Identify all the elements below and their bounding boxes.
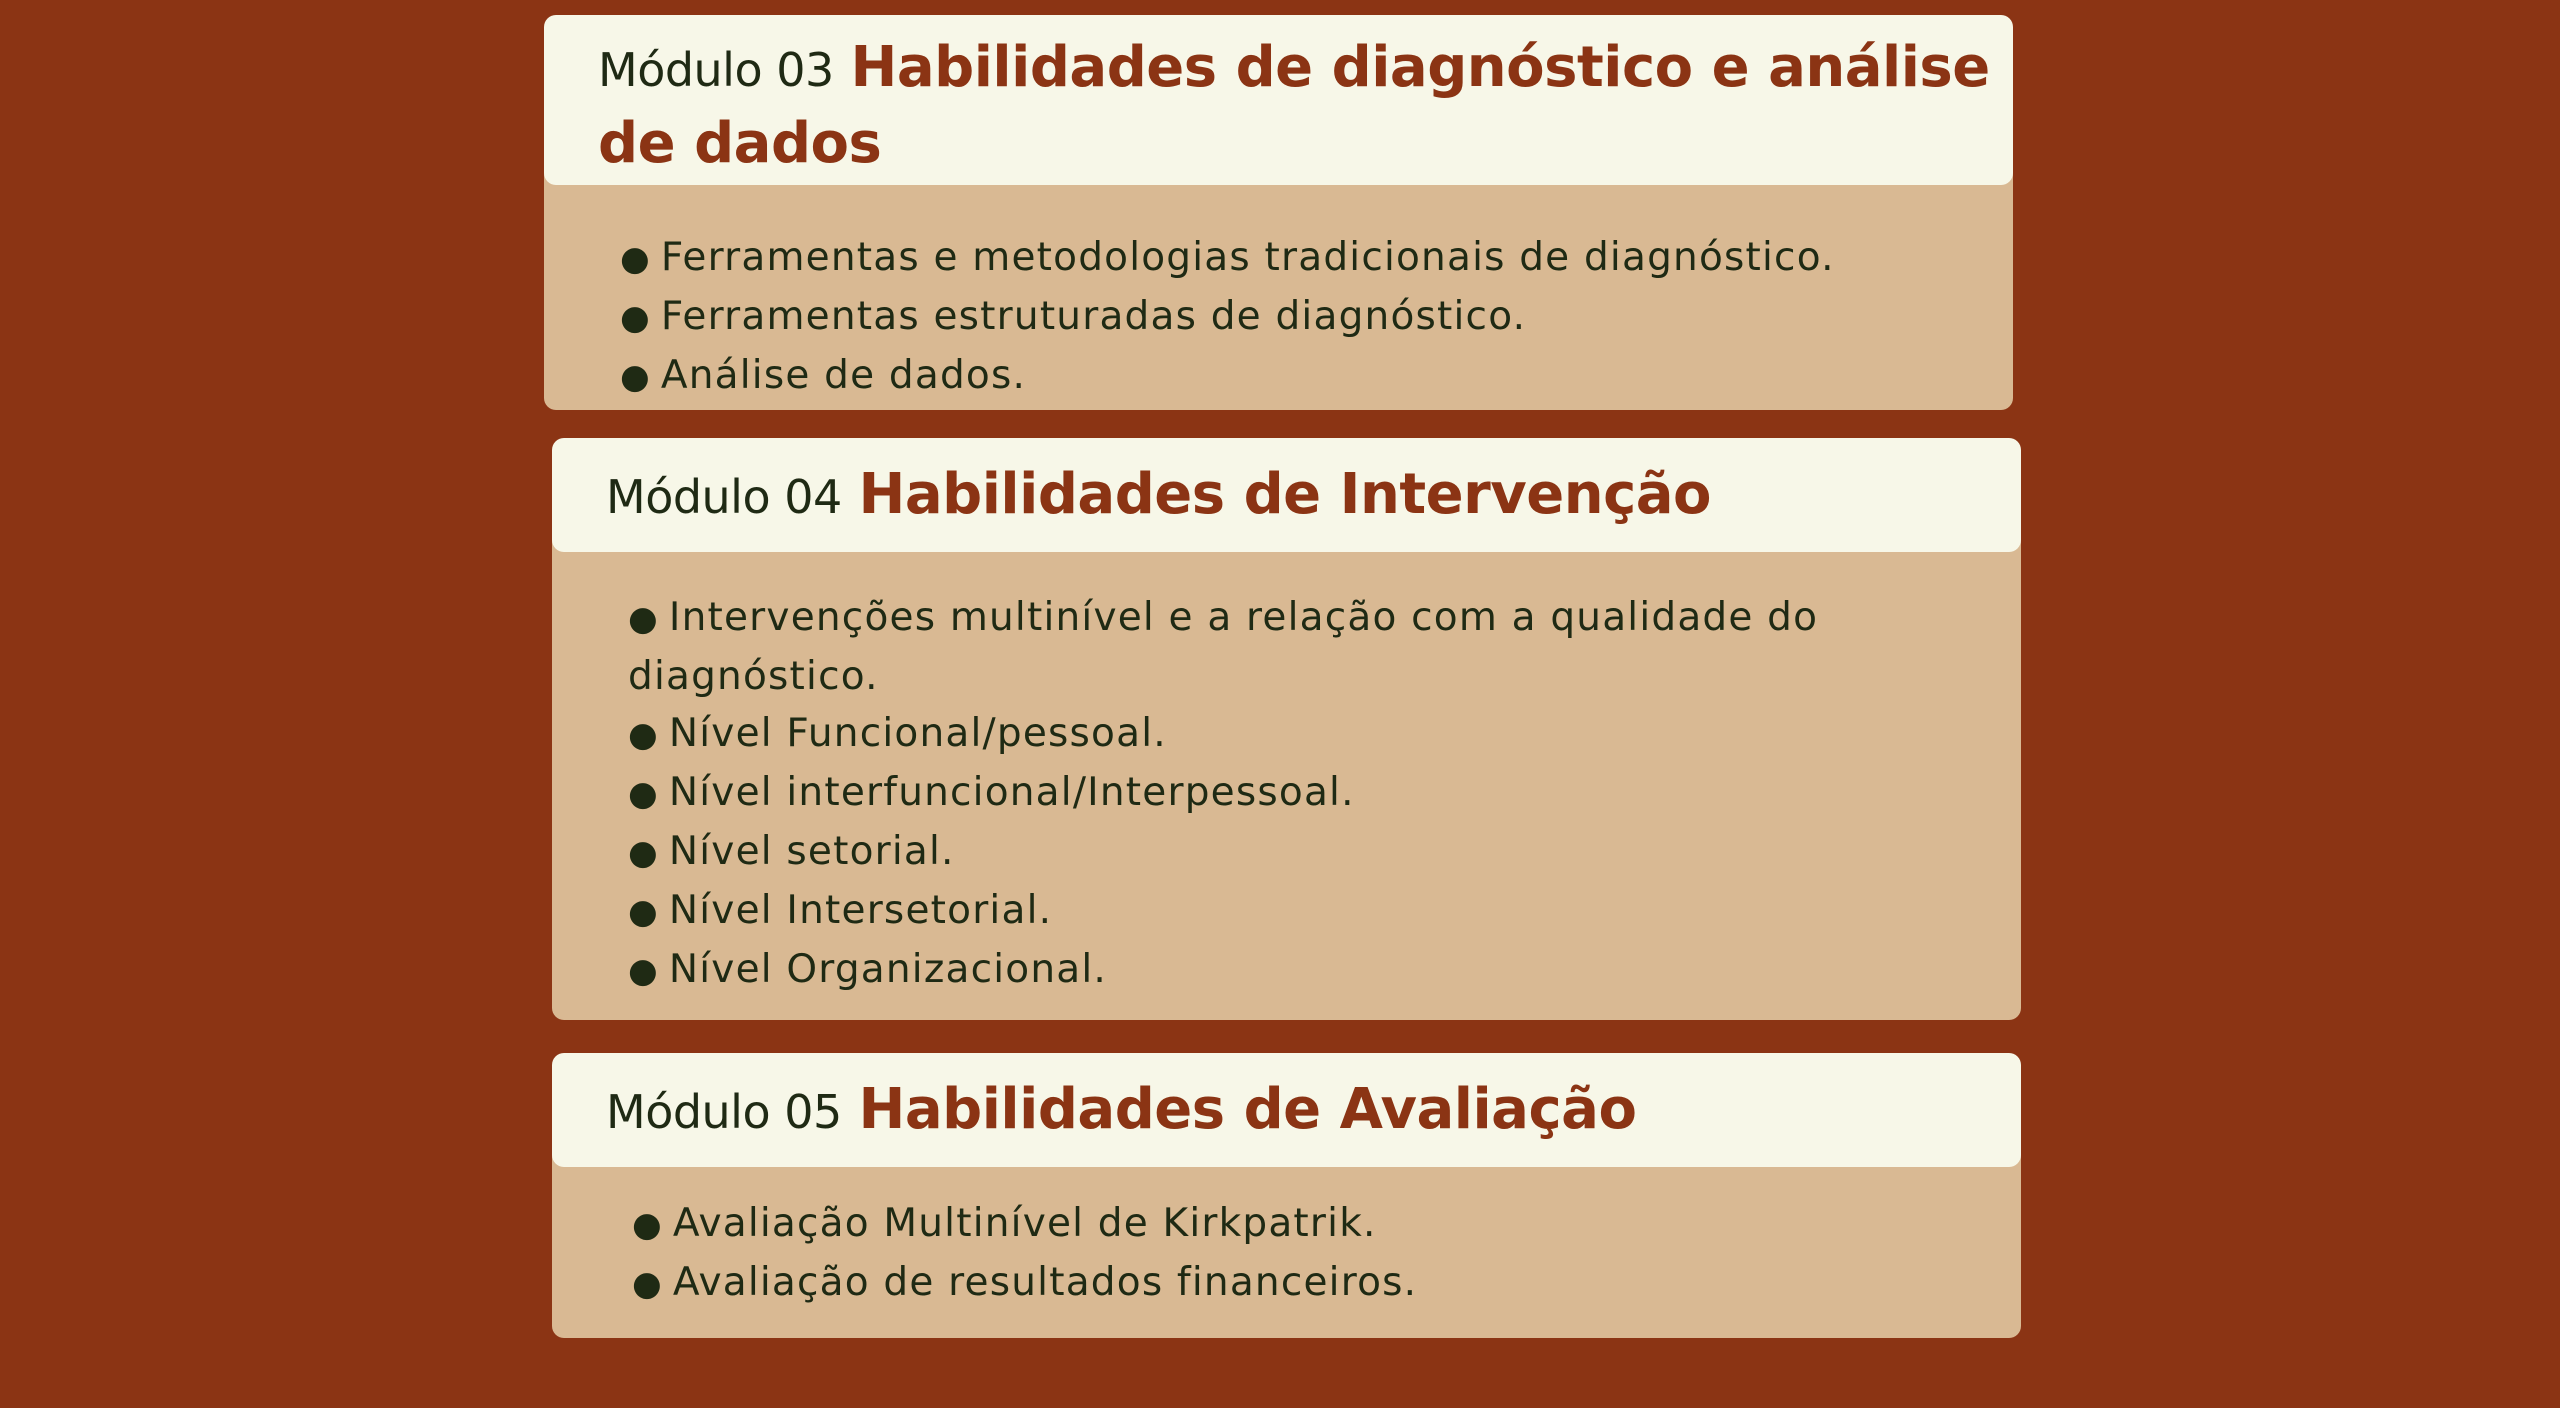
- bullet-icon: ●: [632, 1264, 663, 1304]
- module-03-topic-list: [620, 229, 1990, 406]
- module-05-body: [552, 1149, 2021, 1338]
- list-item: ● Nível Intersetorial.: [628, 888, 1053, 933]
- module-05-title: Habilidades de Avaliação: [858, 1077, 1637, 1142]
- list-item: ● Avaliação de resultados financeiros.: [632, 1260, 1418, 1305]
- bullet-icon: ●: [632, 1205, 663, 1245]
- list-item: ● Intervenções multinível e a relação com a qualidade do diagnóstico.: [628, 595, 1819, 699]
- list-item: ● Nível setorial.: [628, 829, 955, 874]
- module-04-card: [552, 438, 2021, 1020]
- list-item: ● Nível interfuncional/Interpessoal.: [628, 770, 1355, 815]
- bullet-icon: ●: [628, 599, 659, 639]
- module-03-body: [544, 165, 2013, 410]
- module-03-header: [544, 15, 2013, 185]
- module-05-heading: [606, 1077, 2006, 1153]
- bullet-icon: ●: [620, 357, 651, 397]
- list-item: ● Avaliação Multinível de Kirkpatrik.: [632, 1201, 1377, 1246]
- module-03-label: Módulo 03: [598, 43, 834, 97]
- module-05-label: Módulo 05: [606, 1085, 842, 1139]
- module-05-topic-list: [632, 1195, 1972, 1313]
- bullet-icon: ●: [628, 951, 659, 991]
- module-03-heading: [598, 35, 1998, 187]
- bullet-icon: ●: [620, 298, 651, 338]
- bullet-icon: ●: [620, 239, 651, 279]
- list-item: ● Nível Funcional/pessoal.: [628, 711, 1167, 756]
- module-05-card: [552, 1053, 2021, 1338]
- list-item: ● Ferramentas e metodologias tradicionais de diagnóstico.: [620, 235, 1835, 280]
- list-item: ● Análise de dados.: [620, 353, 1027, 398]
- module-04-body: [552, 504, 2021, 1020]
- bullet-icon: ●: [628, 715, 659, 755]
- list-item: ● Ferramentas estruturadas de diagnóstico.: [620, 294, 1527, 339]
- bullet-icon: ●: [628, 774, 659, 814]
- module-03-title: Habilidades de diagnóstico e análise de dados: [598, 35, 1990, 176]
- module-05-header: [552, 1053, 2021, 1167]
- module-04-topic-list: [628, 589, 1968, 1000]
- module-03-card: [544, 15, 2013, 410]
- bullet-icon: ●: [628, 833, 659, 873]
- module-04-heading: [606, 462, 2006, 538]
- module-04-title: Habilidades de Intervenção: [858, 462, 1712, 527]
- bullet-icon: ●: [628, 892, 659, 932]
- list-item: ● Nível Organizacional.: [628, 947, 1108, 992]
- module-04-header: [552, 438, 2021, 552]
- module-04-label: Módulo 04: [606, 470, 842, 524]
